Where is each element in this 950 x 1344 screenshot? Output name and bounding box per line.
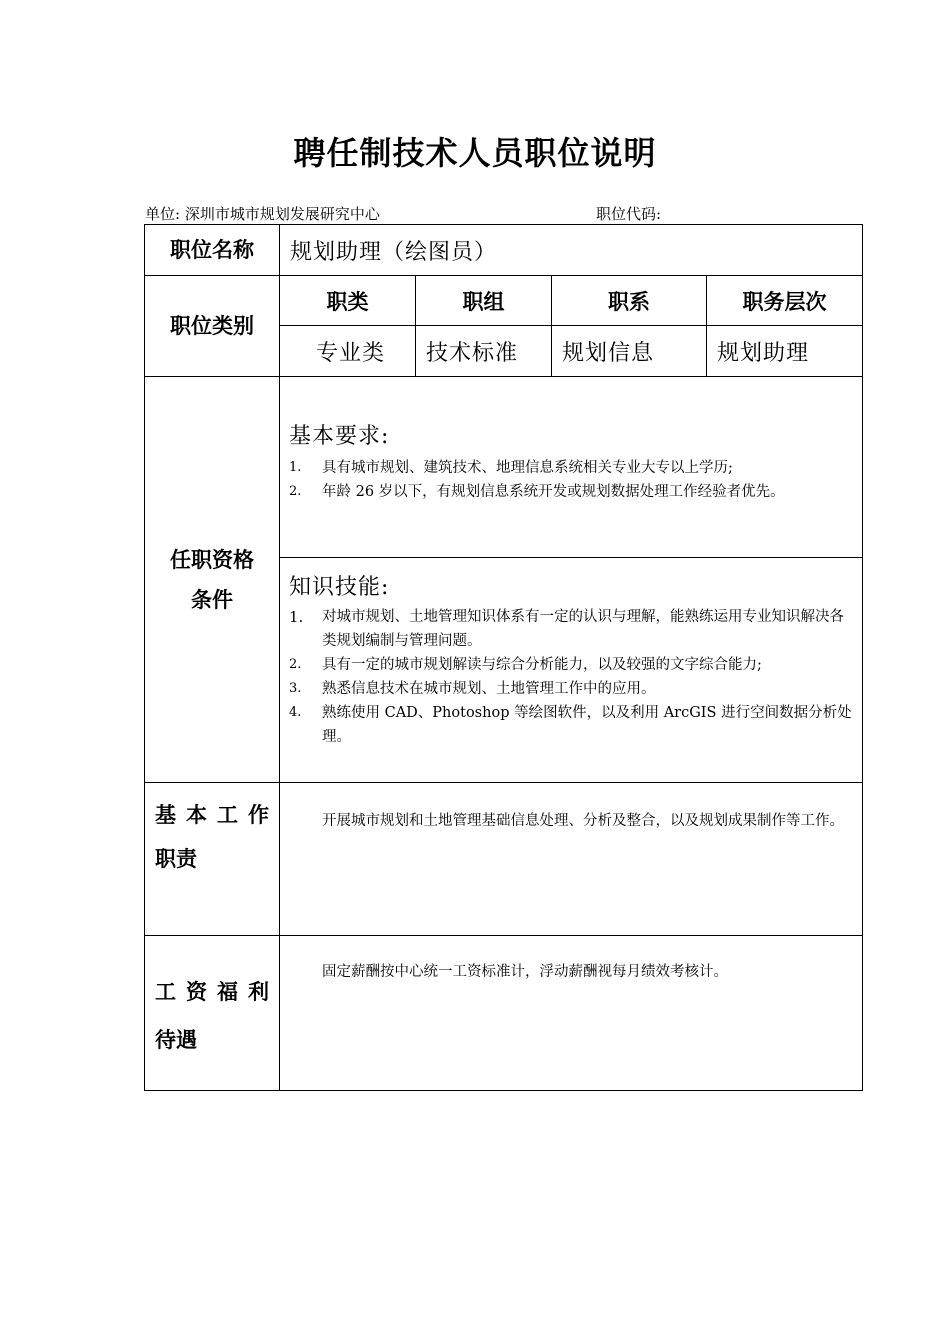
list-item: 4. 熟练使用 CAD、Photoshop 等绘图软件，以及利用 ArcGIS 进行空间数据分析处理。: [289, 705, 852, 745]
salary-text: 固定薪酬按中心统一工资标准计，浮动薪酬视每月绩效考核计。: [322, 964, 728, 980]
basic-requirements-list: [289, 456, 854, 504]
basic-requirements-heading: 基本要求:: [289, 424, 390, 449]
salary-label-line2: 待遇: [155, 1028, 197, 1052]
knowledge-skills-cell: [280, 558, 863, 783]
list-item: 1. 对城市规划、土地管理知识体系有一定的认识与理解，能熟练运用专业知识解决各类规划编制与管理问题。: [289, 608, 844, 649]
salary-row: [145, 936, 863, 1091]
unit-label: 单位: 深圳市城市规划发展研究中心: [145, 205, 380, 223]
category-value-group: 技术标准: [416, 326, 552, 377]
basic-requirements-cell: [280, 377, 863, 558]
category-value-class: 专业类: [280, 326, 416, 377]
document-title: 聘任制技术人员职位说明: [293, 134, 657, 172]
duties-label: [145, 783, 280, 936]
list-item: 3. 熟悉信息技术在城市规划、土地管理工作中的应用。: [289, 681, 656, 697]
category-header-group: 职组: [416, 276, 552, 326]
duties-text: 开展城市规划和土地管理基础信息处理、分析及整合，以及规划成果制作等工作。: [322, 813, 844, 829]
position-name-label: 职位名称: [145, 225, 280, 276]
knowledge-skills-heading: 知识技能:: [289, 575, 390, 600]
position-code-label: 职位代码:: [596, 205, 662, 223]
duties-row: [145, 783, 863, 936]
qualifications-label-line2: 条件: [191, 587, 233, 612]
position-category-label: 职位类别: [145, 276, 280, 377]
duties-cell: [280, 783, 863, 936]
qualifications-label-line1: 任职资格: [170, 547, 254, 572]
position-name-value: 规划助理（绘图员）: [280, 225, 863, 276]
duties-label-line1: 基本工作: [155, 803, 269, 827]
category-header-level: 职务层次: [707, 276, 863, 326]
basic-requirements-row: [145, 377, 863, 558]
position-description-table: [144, 224, 863, 1091]
list-item: 1. 具有城市规划、建筑技术、地理信息系统相关专业大专以上学历;: [289, 460, 733, 476]
category-header-class: 职类: [280, 276, 416, 326]
qualifications-label: [145, 377, 280, 783]
salary-label-line1: 工资福利: [155, 980, 269, 1004]
salary-label: [145, 936, 280, 1091]
category-header-row: [145, 276, 863, 326]
list-item: 2. 具有一定的城市规划解读与综合分析能力，以及较强的文字综合能力;: [289, 657, 762, 673]
category-value-series: 规划信息: [552, 326, 707, 377]
duties-label-line2: 职责: [155, 847, 197, 871]
list-item: 2. 年龄 26 岁以下，有规划信息系统开发或规划数据处理工作经验者优先。: [289, 484, 785, 500]
salary-cell: [280, 936, 863, 1091]
category-header-series: 职系: [552, 276, 707, 326]
category-value-level: 规划助理: [707, 326, 863, 377]
knowledge-skills-list: [289, 605, 854, 749]
position-name-row: [145, 225, 863, 276]
